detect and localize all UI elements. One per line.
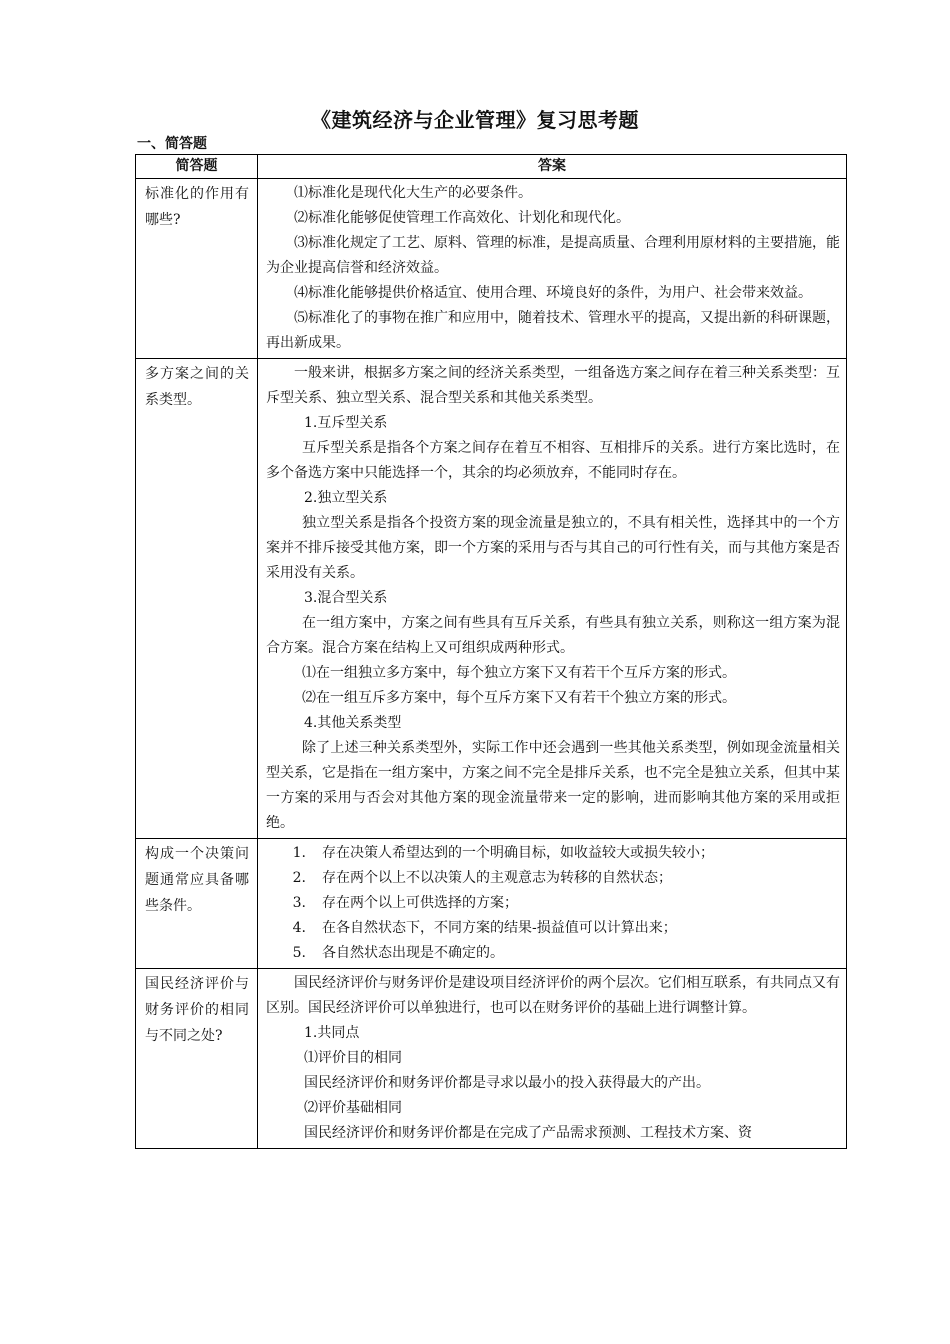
section-heading: 一、简答题: [137, 136, 207, 152]
answer-paragraph: ⑴在一组独立多方案中，每个独立方案下又有若干个互斥方案的形式。: [302, 665, 736, 681]
answer-paragraph: ⑴标准化是现代化大生产的必要条件。: [294, 185, 532, 201]
item-text: 存在决策人希望达到的一个明确目标，如收益较大或损失较小；: [322, 845, 714, 861]
answer-paragraph: ⑵在一组互斥多方案中，每个互斥方案下又有若干个独立方案的形式。: [302, 690, 736, 706]
answer-subheading: ⑵评价基础相同: [304, 1100, 402, 1116]
answer-paragraph: 除了上述三种关系类型外，实际工作中还会遇到一些其他关系类型，例如现金流量相关型关系，它是指在一组方案中，方案之间不完全是排斥关系，也不完全是独立关系，但其中某一方案的采用与否会对其他方案的现金流量带来一定的影响，进而影响其他方案的采用或拒绝。: [266, 740, 840, 831]
question-cell: 构成一个决策问题通常应具备哪些条件。: [136, 839, 258, 969]
answer-paragraph: ⑶标准化规定了工艺、原料、管理的标准，是提高质量、合理利用原材料的主要措施，能为企业提高信誉和经济效益。: [266, 235, 840, 276]
question-cell: 国民经济评价与财务评价的相同与不同之处?: [136, 969, 258, 1149]
answer-paragraph: 在一组方案中，方案之间有些具有互斥关系，有些具有独立关系，则称这一组方案为混合方案。混合方案在结构上又可组织成两种形式。: [266, 615, 840, 656]
numbered-item: [266, 916, 840, 941]
item-text: 各自然状态出现是不确定的。: [322, 945, 504, 961]
answer-paragraph: ⑸标准化了的事物在推广和应用中，随着技术、管理水平的提高，又提出新的科研课题，再出新成果。: [266, 310, 840, 351]
item-number: 5.: [292, 945, 306, 961]
answer-paragraph: 互斥型关系是指各个方案之间存在着互不相容、互相排斥的关系。进行方案比选时，在多个备选方案中只能选择一个，其余的均必须放弃，不能同时存在。: [266, 440, 840, 481]
answer-cell: [258, 359, 847, 839]
table-row: [136, 179, 847, 359]
table-row: [136, 359, 847, 839]
question-cell: 标准化的作用有哪些?: [136, 179, 258, 359]
answer-subheading: ⑴评价目的相同: [304, 1050, 402, 1066]
table-header-row: [136, 155, 847, 179]
item-number: 4.: [292, 920, 306, 936]
answer-cell: [258, 179, 847, 359]
header-answer: 答案: [258, 155, 847, 179]
item-text: 存在两个以上可供选择的方案；: [322, 895, 518, 911]
answer-subheading: 4.其他关系类型: [304, 715, 402, 731]
numbered-item: [266, 891, 840, 916]
answer-cell: [258, 839, 847, 969]
item-number: 1.: [292, 845, 306, 861]
numbered-item: [266, 941, 840, 966]
answer-paragraph: ⑵标准化能够促使管理工作高效化、计划化和现代化。: [294, 210, 630, 226]
answer-paragraph: 国民经济评价与财务评价是建设项目经济评价的两个层次。它们相互联系，有共同点又有区别。国民经济评价可以单独进行，也可以在财务评价的基础上进行调整计算。: [266, 975, 840, 1016]
table-row: [136, 969, 847, 1149]
item-text: 在各自然状态下，不同方案的结果-损益值可以计算出来；: [322, 920, 677, 936]
answer-paragraph: 国民经济评价和财务评价都是在完成了产品需求预测、工程技术方案、资: [304, 1125, 752, 1141]
item-text: 存在两个以上不以决策人的主观意志为转移的自然状态；: [322, 870, 672, 886]
item-number: 3.: [292, 895, 306, 911]
question-cell: 多方案之间的关系类型。: [136, 359, 258, 839]
numbered-item: [266, 841, 840, 866]
document-title: 《建筑经济与企业管理》复习思考题: [311, 108, 639, 132]
answer-paragraph: ⑷标准化能够提供价格适宜、使用合理、环境良好的条件，为用户、社会带来效益。: [294, 285, 812, 301]
answer-paragraph: 独立型关系是指各个投资方案的现金流量是独立的，不具有相关性，选择其中的一个方案并不排斥接受其他方案，即一个方案的采用与否与其自己的可行性有关，而与其他方案是否采用没有关系。: [266, 515, 840, 581]
answer-paragraph: 国民经济评价和财务评价都是寻求以最小的投入获得最大的产出。: [304, 1075, 710, 1091]
table-row: [136, 839, 847, 969]
answer-subheading: 1.互斥型关系: [304, 415, 388, 431]
item-number: 2.: [292, 870, 306, 886]
answer-subheading: 3.混合型关系: [304, 590, 388, 606]
answer-cell: [258, 969, 847, 1149]
header-question: 简答题: [136, 155, 258, 179]
answer-paragraph: 一般来讲，根据多方案之间的经济关系类型，一组备选方案之间存在着三种关系类型：互斥型关系、独立型关系、混合型关系和其他关系类型。: [266, 365, 840, 406]
qa-table: [135, 154, 847, 1149]
answer-subheading: 1.共同点: [304, 1025, 360, 1041]
answer-subheading: 2.独立型关系: [304, 490, 388, 506]
numbered-item: [266, 866, 840, 891]
